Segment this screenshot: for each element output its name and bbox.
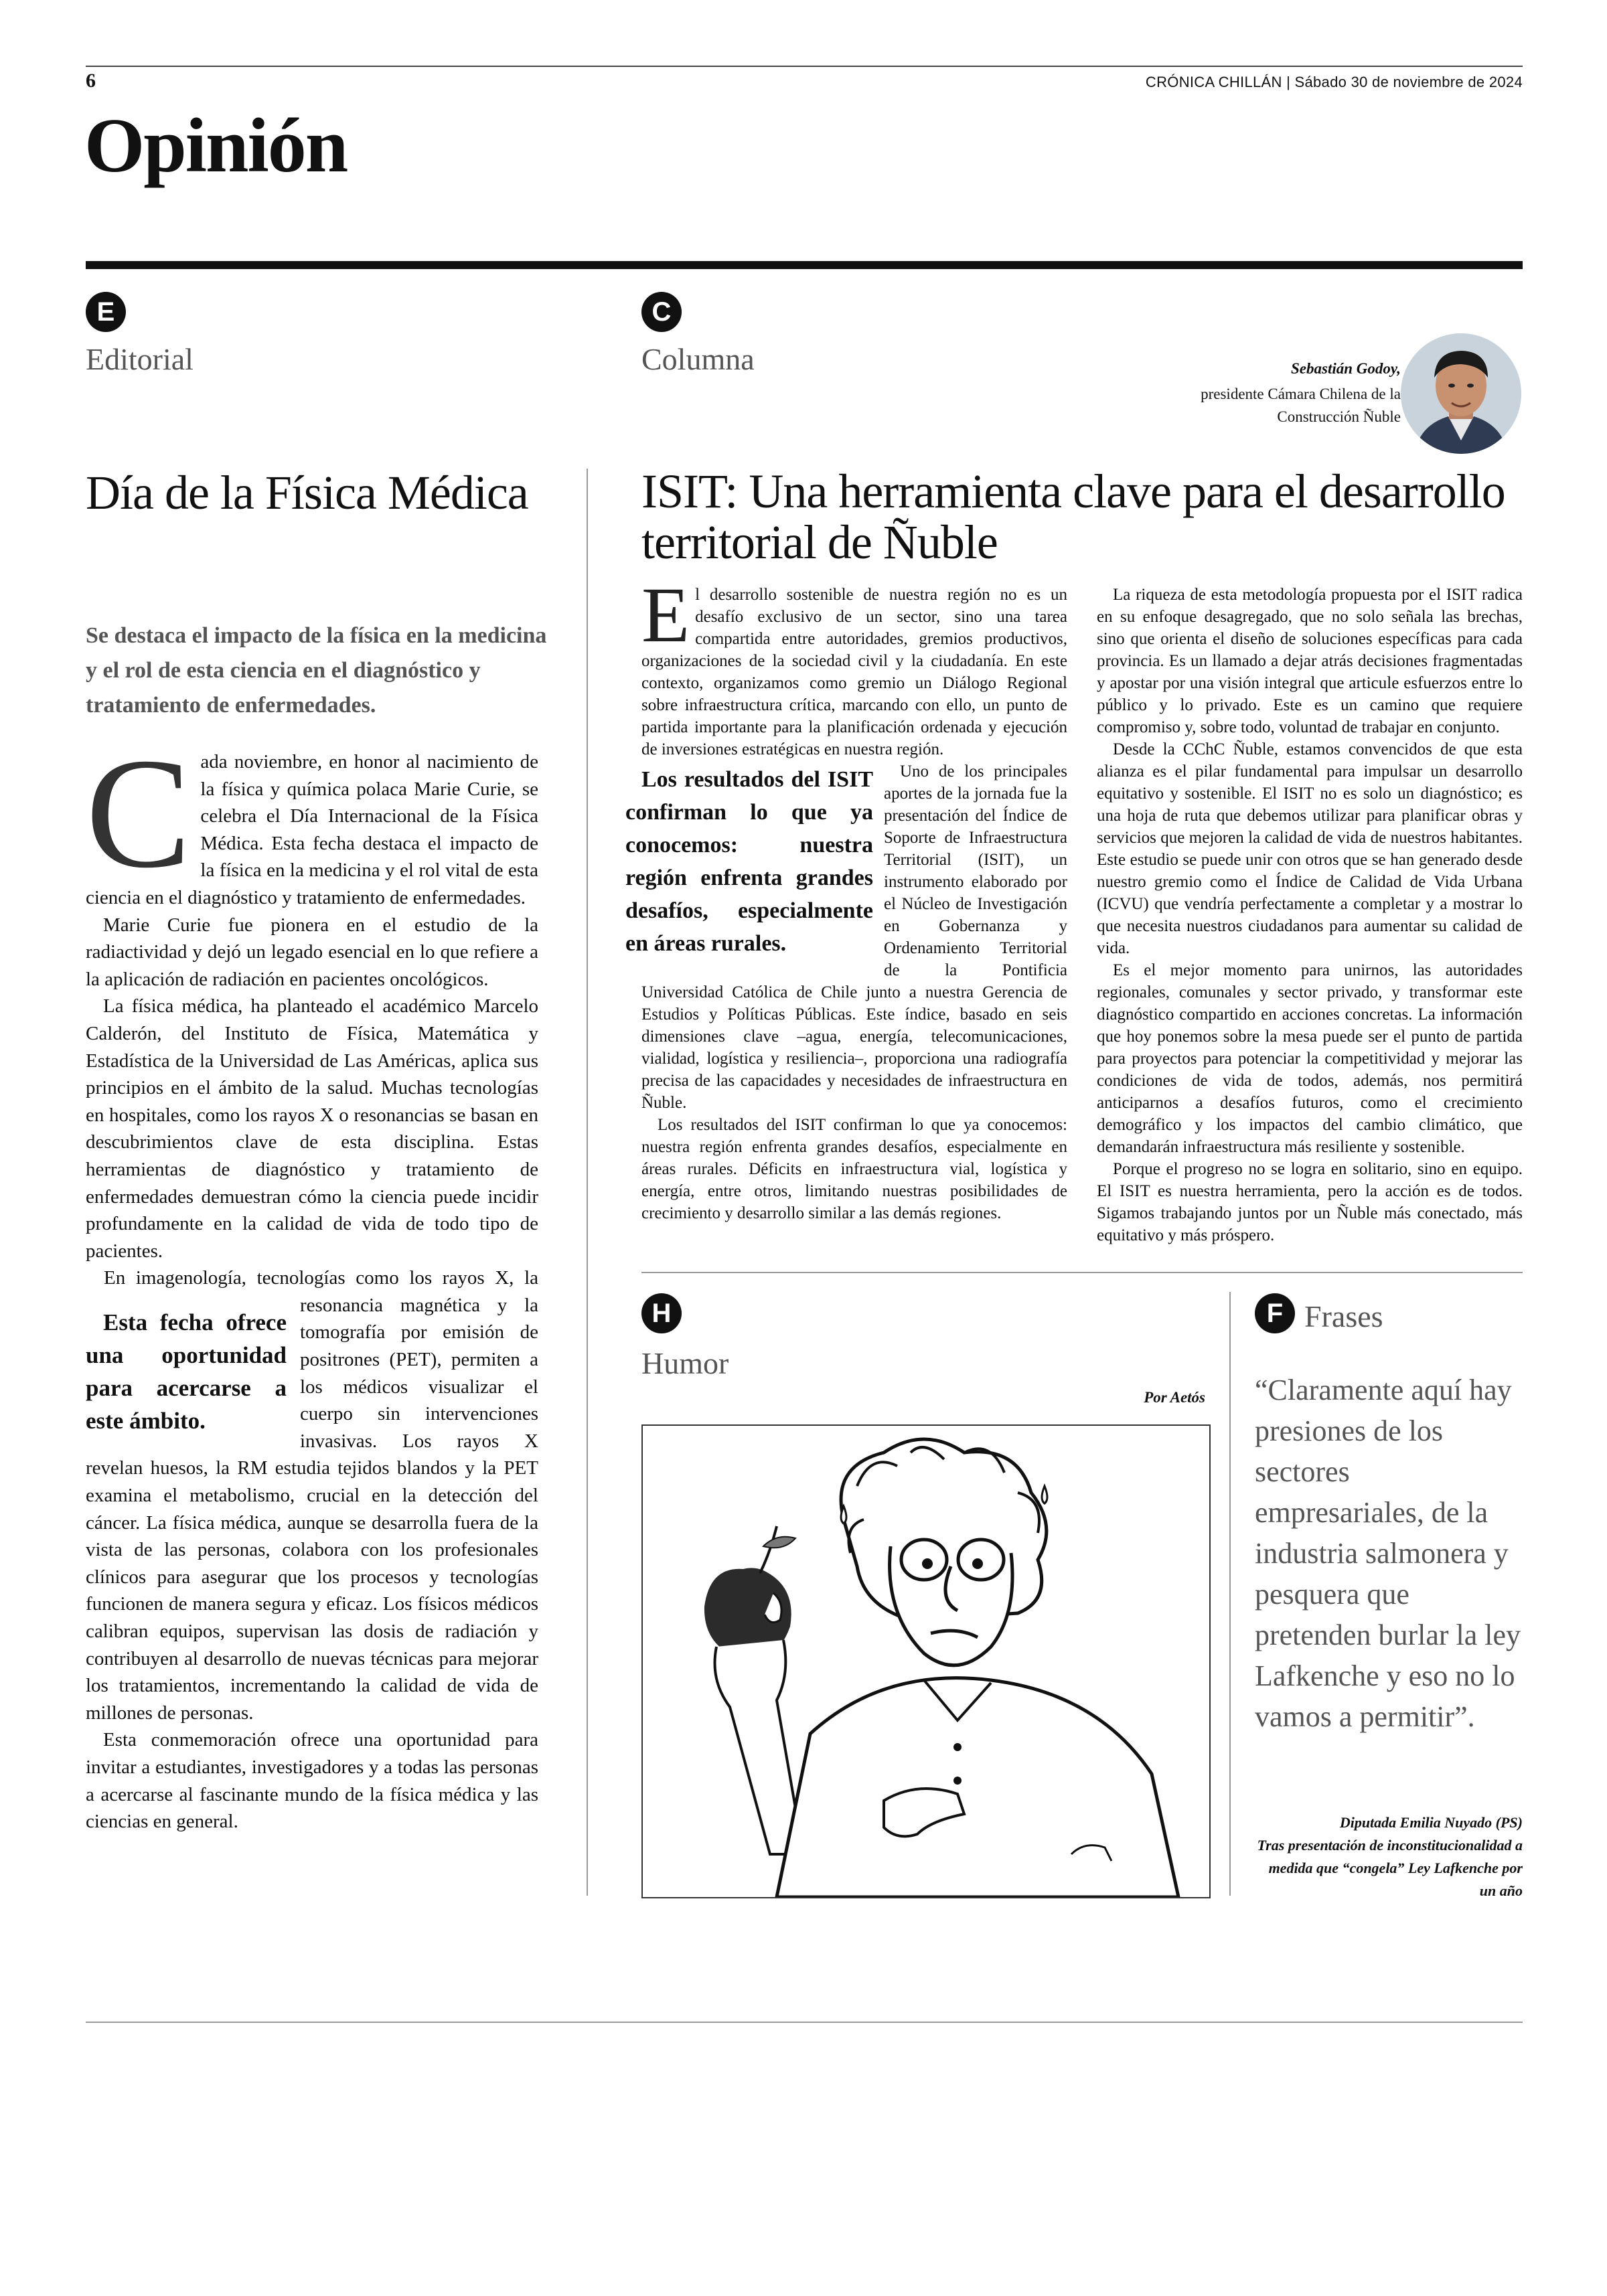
editorial-paragraph: En imagenología, tecnologías como los rayos X, la resonancia magnética y la tomografía por emisión de positrones (PET), permiten a los médicos visualizar el cuerpo sin intervenciones invasivas. Los rayos X revelan huesos, la RM estudia tejidos blandos y la PET examina el metabolismo, crucial en la detección del cáncer. La física médica, aunque se desarrolla fuera de la vista de las personas, colabora con los profesionales clínicos para asegurar que los procesos y tecnologías funcionen de manera segura y eficaz. Los físicos médicos calibran equipos, supervisan las dosis de radiación y contribuyen al desarrollo de nuevas técnicas para mejorar los tratamientos, incrementando la calidad de vida de millones de personas. xyxy=(86,1267,538,1724)
column-dropcap: E xyxy=(641,571,690,659)
author-name: Sebastián Godoy, xyxy=(1291,360,1401,377)
author-portrait-icon xyxy=(1401,333,1521,454)
editorial-badge: E xyxy=(86,292,126,332)
column-paragraph: Los resultados del ISIT confirman lo que ya conocemos: nuestra región enfrenta grandes desafíos, especialmente en áreas rurales. Déficits en infraestructura vial, logística y energía, entre otros, limitando nuestras posibilidades de crecimiento y desarrollo similar a las demás regiones. xyxy=(641,1116,1067,1222)
column-paragraph: La riqueza de esta metodología propuesta por el ISIT radica en su enfoque desagregado, que no solo señala las brechas, sino que orienta el diseño de soluciones específicas para cada provincia. Es un llamado a dejar atrás decisiones fragmentadas y apostar por una visión integral que articule esfuerzos entre lo público y lo privado. Este es un camino que requiere compromiso y, sobre todo, voluntad de trabajar en conjunto. xyxy=(1097,586,1523,736)
column-separator xyxy=(587,469,588,1896)
column-pull-quote: Los resultados del ISIT confirman lo que ya conocemos: nuestra región enfrenta grandes desafíos, especialmente en áreas rurales. xyxy=(625,767,873,956)
humor-badge: H xyxy=(641,1293,682,1333)
section-title: Opinión xyxy=(84,103,348,189)
header-rule xyxy=(86,66,1523,67)
frases-badge: F xyxy=(1255,1293,1295,1333)
editorial-paragraph: La física médica, ha planteado el académico Marcelo Calderón, del Instituto de Física, Matemática y Estadística de la Universidad de Las Américas, aplica sus principios en el ámbito de la salud. Muchas tecnologías en hospitales, como los rayos X o resonancias se basan en descubrimientos clave de esta disciplina. Estas herramientas de diagnóstico y tratamiento de enfermedades demuestran cómo la ciencia puede incidir profundamente en la calidad de vida de todo tipo de pacientes. xyxy=(86,995,538,1262)
column-paragraph: l desarrollo sostenible de nuestra región no es un desafío exclusivo de un sector, sino una tarea compartida entre autoridades, gremios productivos, organizaciones de la sociedad civil y la ciudadanía. En este contexto, organizamos como gremio un Diálogo Regional sobre infraestructura crítica, marcando con ello, un punto de partida importante para la planificación ordenada y ejecución de inversiones estratégicas en nuestra región. xyxy=(641,586,1067,758)
attribution-context: Tras presentación de inconstitucionalidad a medida que “congela” Ley Lafkenche por un año xyxy=(1257,1837,1523,1899)
cartoon-illustration-icon xyxy=(643,1426,1209,1897)
humor-divider xyxy=(641,1272,1523,1273)
footer-rule xyxy=(86,2022,1523,2023)
section-divider xyxy=(86,261,1523,269)
column-headline: ISIT: Una herramienta clave para el desarrollo territorial de Ñuble xyxy=(641,465,1505,569)
frases-label: Frases xyxy=(1304,1299,1383,1333)
dateline: CRÓNICA CHILLÁN | Sábado 30 de noviembre de 2024 xyxy=(1145,74,1523,90)
column-label: Columna xyxy=(641,342,755,376)
editorial-pull-quote: Esta fecha ofrece una oportunidad para acercarse a este ámbito. xyxy=(86,1309,287,1434)
column-paragraph: Es el mejor momento para unirnos, las autoridades regionales, comunales y sector privado, y transformar este diagnóstico compartido en acciones concretas. La información que hoy ponemos sobre la mesa puede ser el punto de partida para proyectos para potenciar la competitividad y mejorar las condiciones de vida de todos, además, nos permitirá anticiparnos a desafíos futuros, como el crecimiento demográfico y los impactos del cambio climático, que demandarán infraestructura más resiliente y sostenible. xyxy=(1097,961,1523,1156)
editorial-headline: Día de la Física Médica xyxy=(86,466,528,519)
column-badge: C xyxy=(641,292,682,332)
humor-cartoon xyxy=(641,1424,1211,1898)
editorial-paragraph: Marie Curie fue pionera en el estudio de la radiactividad y dejó un legado esencial en lo que refiere a la aplicación de radiación en pacientes oncológicos. xyxy=(86,914,538,990)
column-paragraph: Desde la CChC Ñuble, estamos convencidos de que esta alianza es el pilar fundamental para impulsar un desarrollo equitativo y sostenible. El ISIT no es solo un diagnóstico; es una hoja de ruta que debemos utilizar para planificar obras y servicios que mejoren la calidad de vida de nuestros habitantes. Este estudio se puede unir con otros que se han generado desde nuestro gremio como el Índice de Calidad de Vida Urbana (ICVU) que vendría perfectamente a completar y a mostrar lo que necesita nuestros ciudadanos para aumentar su calidad de vida. xyxy=(1097,740,1523,957)
editorial-paragraph: Esta conmemoración ofrece una oportunidad para invitar a estudiantes, investigadores y a todas las personas a acercarse al fascinante mundo de la física médica y las ciencias en general. xyxy=(86,1729,538,1833)
editorial-body xyxy=(86,726,538,1835)
page-number: 6 xyxy=(86,70,96,92)
column-paragraph: Porque el progreso no se logra en solitario, sino en equipo. El ISIT es nuestra herramienta, pero la acción es de todos. Sigamos trabajando juntos por un Ñuble más conectado, más equitativo y más próspero. xyxy=(1097,1160,1523,1244)
author-role: presidente Cámara Chilena de la Construcción Ñuble xyxy=(1201,386,1401,425)
column-paragraph: Uno de los principales aportes de la jornada fue la presentación del Índice de Soporte de Infraestructura Territorial (ISIT), un instrumento elaborado por el Núcleo de Investigación en Gobernanza y Ordenamiento Territorial de la Pontificia Universidad Católica de Chile junto a nuestra Gerencia de Estudios y Políticas Públicas. Este índice, basado en seis dimensiones clave –agua, energía, telecomunicaciones, vialidad, logística y resiliencia–, proporciona una radiografía precisa de las capacidades y necesidades de infraestructura en Ñuble. xyxy=(641,762,1067,1112)
author-avatar xyxy=(1401,333,1521,454)
frases-attribution xyxy=(1255,1811,1523,1902)
editorial-label: Editorial xyxy=(86,342,194,376)
attribution-name: Diputada Emilia Nuyado (PS) xyxy=(1339,1814,1523,1831)
frases-separator xyxy=(1229,1292,1231,1896)
frases-quote: “Claramente aquí hay presiones de los sectores empresariales, de la industria salmonera y pesquera que pretenden burlar la ley Lafkenche y eso no lo vamos a permitir”. xyxy=(1255,1374,1521,1733)
editorial-dropcap: C xyxy=(86,726,192,901)
humor-credit: Por Aetós xyxy=(1144,1389,1205,1406)
column-body-left xyxy=(625,571,1067,1224)
editorial-deck: Se destaca el impacto de la física en la medicina y el rol de esta ciencia en el diagnóstico y tratamiento de enfermedades. xyxy=(86,623,547,718)
humor-label: Humor xyxy=(641,1346,729,1380)
column-body-right xyxy=(1097,584,1523,1246)
editorial-paragraph: ada noviembre, en honor al nacimiento de la física y química polaca Marie Curie, se celebra el Día Internacional de la Física Médica. Esta fecha destaca el impacto de la física en la medicina y el rol vital de esta ciencia en el diagnóstico y tratamiento de enfermedades. xyxy=(86,751,538,908)
